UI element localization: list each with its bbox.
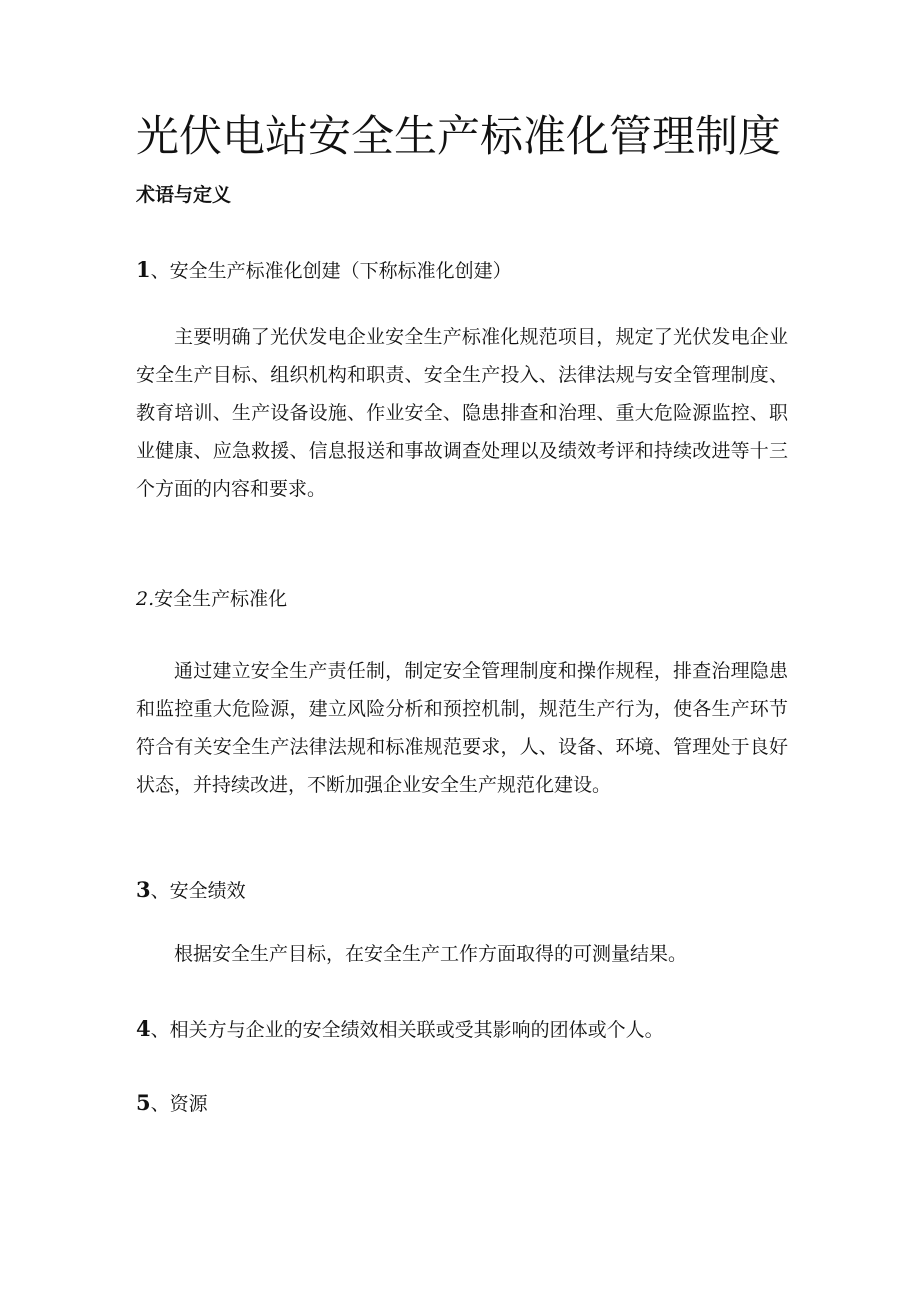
item-4-title: 相关方与企业的安全绩效相关联或受其影响的团体或个人。 <box>169 1019 664 1041</box>
item-2-title: 安全生产标准化 <box>154 588 288 610</box>
item-2-body: 通过建立安全生产责任制，制定安全管理制度和操作规程，排查治理隐患和监控重大危险源，建立风险分析和预控机制，规范生产行为，使各生产环节符合有关安全生产法律法规和标准规范要求，人、设备、环境、管理处于良好状态，并持续改进，不断加强企业安全生产规范化建设。 <box>136 660 788 796</box>
item-5-number: 5 <box>136 1090 151 1115</box>
item-1-number: 1 <box>136 257 151 282</box>
item-4-separator: 、 <box>150 1019 170 1041</box>
section-heading-terms: 术语与定义 <box>136 184 232 206</box>
item-3-title: 安全绩效 <box>169 880 246 902</box>
item-2-number: 2. <box>136 588 155 610</box>
item-5-separator: 、 <box>150 1093 170 1115</box>
item-4-number: 4 <box>136 1016 151 1041</box>
item-1-heading <box>136 257 512 284</box>
item-5-heading <box>136 1090 208 1117</box>
item-2-heading <box>136 586 287 612</box>
item-1-title: 安全生产标准化创建（下称标准化创建） <box>169 260 512 282</box>
item-3-separator: 、 <box>150 880 170 902</box>
item-3-number: 3 <box>136 877 151 902</box>
item-4-heading <box>136 1016 664 1043</box>
item-3-heading <box>136 877 246 904</box>
item-3-body: 根据安全生产目标，在安全生产工作方面取得的可测量结果。 <box>174 943 688 965</box>
item-1-separator: 、 <box>150 260 170 282</box>
item-5-title: 资源 <box>169 1093 208 1115</box>
document-title: 光伏电站安全生产标准化管理制度 <box>136 112 781 162</box>
item-1-body: 主要明确了光伏发电企业安全生产标准化规范项目，规定了光伏发电企业安全生产目标、组织机构和职责、安全生产投入、法律法规与安全管理制度、教育培训、生产设备设施、作业安全、隐患排查和治理、重大危险源监控、职业健康、应急救援、信息报送和事故调查处理以及绩效考评和持续改进等十三个方面的内容和要求。 <box>136 326 788 500</box>
